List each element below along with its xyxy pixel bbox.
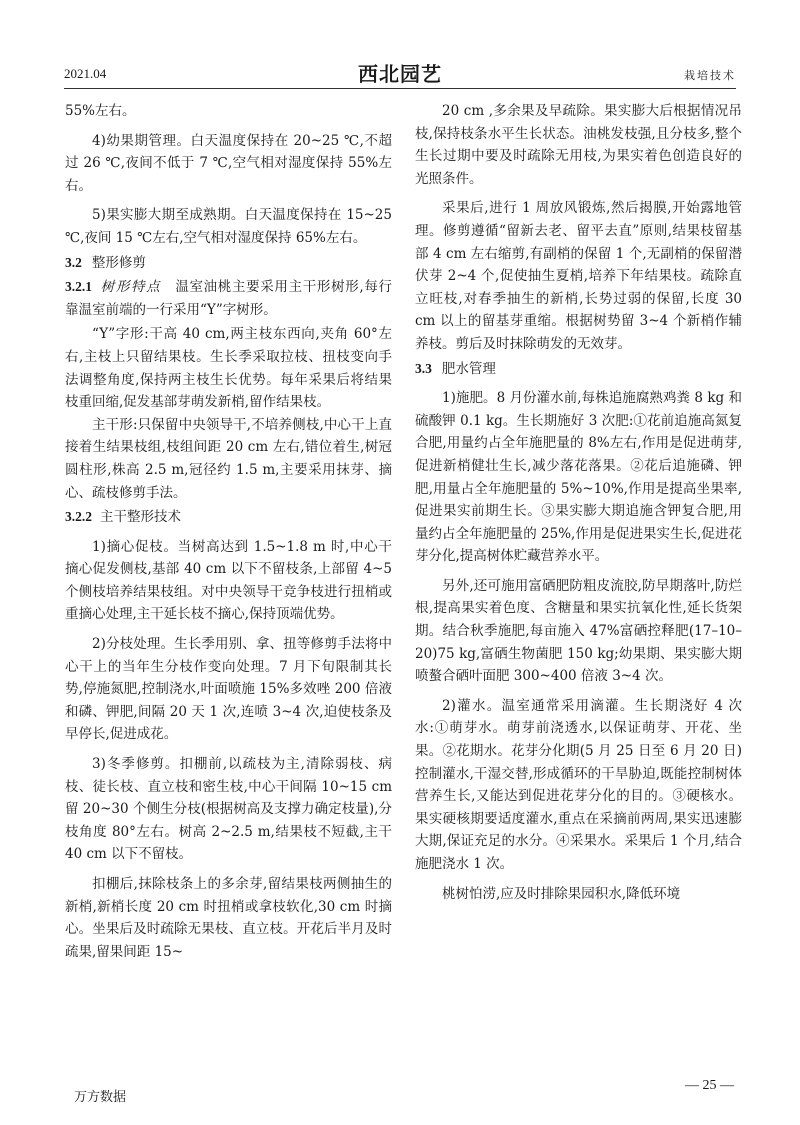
page-header [64,58,736,86]
paragraph: 1)施肥。8 月份灌水前,每株追施腐熟鸡粪 8 kg 和硫酸钾 0.1 kg。生长期施好 3 次肥:①花前追施高氮复合肥,用量约占全年施肥量的 8%左右,作用是促进萌芽,促进新梢健壮生长,减少落花落果。②花后追施磷、钾肥,用量占全年施肥量的 5%~10%,作用是提高坐果率,促进果实前期生长。③果实膨大期追施含钾复合肥,用量约占全年施肥量的 25%,作用是促进果实生长,促进花芽分化,提高树体贮藏营养水平。 [415,390,742,565]
section-title: 整形修剪 [91,254,146,271]
section-heading [415,358,742,381]
paragraph: 55%左右。 [65,103,136,119]
paragraph: 2)灌水。温室通常采用滴灌。生长期浇好 4 次水:①萌芽水。萌芽前浇透水,以保证萌芽、开花、坐果。②花期水。花芽分化期(5 月 25 日至 6 月 20 日)控制灌水,干湿交替,形成循环的干旱胁迫,既能控制树体营养生长,又能达到促进花芽分化的目的。③硬核水。果实硬核期要适度灌水,重点在采摘前两周,果实迅速膨大期,保证充足的水分。④采果水。采果后 1 个月,结合施肥浇水 1 次。 [415,697,742,872]
section-number: 3.2.1 [65,279,92,295]
paragraph: “Y”字形:干高 40 cm,两主枝东西向,夹角 60°左右,主枝上只留结果枝。生长季采取拉枝、扭枝变向手法调整角度,保持两主枝生长优势。每年采果后将结果枝重回缩,促发基部芽萌发新梢,留作结果枝。 [65,326,392,411]
paragraph: 2)分枝处理。生长季用别、拿、扭等修剪手法将中心干上的当年生分枝作变向处理。7 月下旬限制其长势,停施氮肥,控制浇水,叶面喷施 15%多效唑 200 倍液和磷、钾肥,间隔 20 天 1 次,连喷 3~4 次,迫使枝条及早停长,促进成花。 [65,636,392,743]
page-number: — 25 — [685,1078,734,1093]
paragraph: 另外,还可施用富硒肥防粗皮流胶,防早期落叶,防烂根,提高果实着色度、含糖量和果实抗氧化性,延长货架期。结合秋季施肥,每亩施入 47%富硒控释肥(17–10–20)75 kg,富硒生物菌肥 150 kg;幼果期、果实膨大期喷螯合硒叶面肥 300~400 倍液 3~4 次。 [415,577,742,685]
issue-date: 2021.04 [64,66,107,81]
header-rule [64,88,736,89]
paragraph: 桃树怕涝,应及时排除果园积水,降低环境 [442,885,681,902]
section-number: 3.3 [415,360,432,376]
section-number: 3.2 [65,254,82,270]
left-column [65,100,392,963]
section-title: 肥水管理 [441,360,496,377]
paragraph: 4)幼果期管理。白天温度保持在 20~25 ℃,不超过 26 ℃,夜间不低于 7 ℃,空气相对湿度保持 55%左右。 [65,132,392,194]
right-column [415,100,742,905]
section-text: 温室油桃主要采用主干形树形,每行靠温室前端的一行采用“Y”字树形。 [65,279,393,318]
section-heading [65,252,392,275]
paragraph: 1)摘心促枝。当树高达到 1.5~1.8 m 时,中心干摘心促发侧枝,基部 40 cm 以下不留枝条,上部留 4~5 个侧枝培养结果枝组。对中央领导干竞争枝进行扭梢或重摘心处理,主干延长枝不摘心,保持顶端优势。 [65,538,392,623]
section-name: 栽培技术 [684,69,736,82]
footer-source: 万方数据 [74,1090,127,1105]
section-title: 主干整形技术 [100,509,181,526]
section-title: 树形特点 [100,279,162,296]
paragraph: 3)冬季修剪。扣棚前,以疏枝为主,清除弱枝、病枝、徒长枝、直立枝和密生枝,中心干间隔 10~15 cm 留 20~30 个侧生分枝(根据树高及支撑力确定枝量),分枝角度 80°左右。树高 2~2.5 m,结果枝不短截,主干 40 cm 以下不留枝。 [65,756,392,863]
section-heading [65,506,392,529]
paragraph: 采果后,进行 1 周放风锻炼,然后揭膜,开始露地管理。修剪遵循“留新去老、留平去直”原则,结果枝留基部 4 cm 左右缩剪,有副梢的保留 1 个,无副梢的保留潜伏芽 2~4 个,促使抽生夏梢,培养下年结果枝。疏除直立旺枝,对春季抽生的新梢,长势过弱的保留,长度 30 cm 以上的留基芽重缩。根据树势留 3~4 个新梢作辅养枝。剪后及时抹除萌发的无效芽。 [415,200,742,352]
paragraph: 主干形:只保留中央领导干,不培养侧枝,中心干上直接着生结果枝组,枝组间距 20 cm 左右,错位着生,树冠圆柱形,株高 2.5 m,冠径约 1.5 m,主要采用抹芽、摘心、疏枝修剪手法。 [65,416,392,501]
section-number: 3.2.2 [65,509,92,525]
journal-title: 西北园艺 [358,62,442,86]
paragraph: 20 cm ,多余果及早疏除。果实膨大后根据情况吊枝,保持枝条水平生长状态。油桃发枝强,且分枝多,整个生长过期中要及时疏除无用枝,为果实着色创造良好的光照条件。 [415,103,742,187]
section-heading [65,276,392,321]
paragraph: 扣棚后,抹除枝条上的多余芽,留结果枝两侧抽生的新梢,新梢长度 20 cm 时扭梢或拿枝软化,30 cm 时摘心。坐果后及时疏除无果枝、直立枝。开花后半月及时疏果,留果间距 15~ [65,876,392,960]
paragraph: 5)果实膨大期至成熟期。白天温度保持在 15~25 ℃,夜间 15 ℃左右,空气相对湿度保持 65%左右。 [65,207,392,246]
